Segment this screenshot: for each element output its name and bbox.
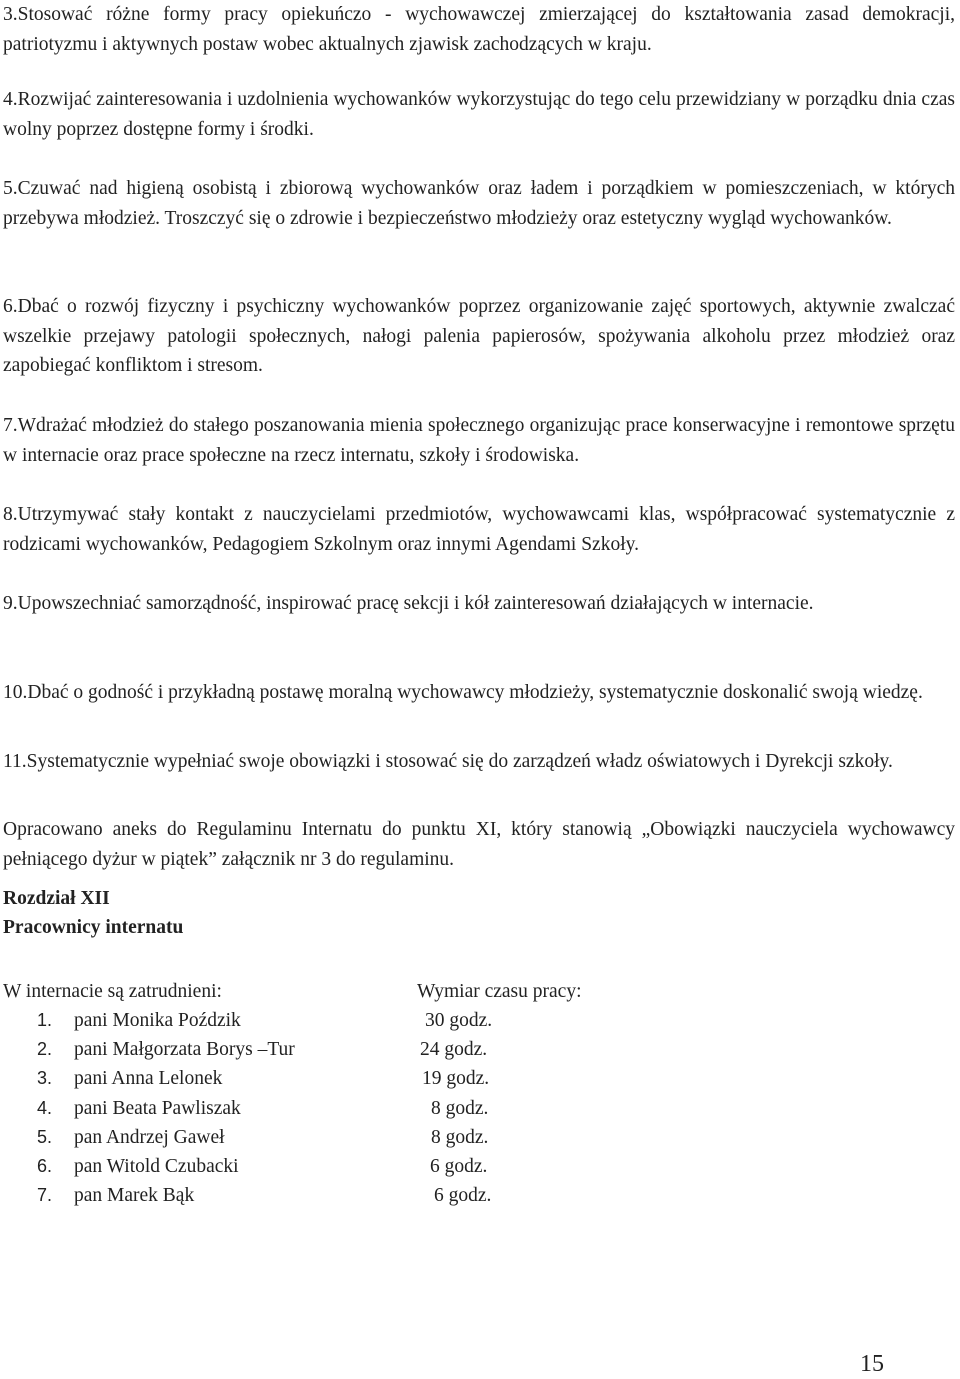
staff-row-number: 7. [37,1185,53,1206]
staff-row [0,1035,700,1064]
staff-row-hours: 6 godz. [434,1185,492,1207]
staff-row-hours: 19 godz. [422,1068,490,1090]
paragraph-annex: Opracowano aneks do Regulaminu Internatu do punktu XI, który stanowią „Obowiązki nauczyciela wychowawcy pełniącego dyżur w piątek” załącznik nr 3 do regulaminu. [3,819,955,870]
chapter-title: Rozdział XII [3,888,110,909]
staff-row-name: pani Anna Lelonek [74,1068,223,1090]
staff-row-hours: 8 godz. [431,1097,489,1119]
staff-row [0,1181,700,1210]
staff-row-name: pani Małgorzata Borys –Tur [74,1039,295,1061]
staff-row-hours: 24 godz. [420,1039,488,1061]
paragraph-8: 8.Utrzymywać stały kontakt z nauczycielami przedmiotów, wychowawcami klas, współpracować systematycznie z rodzicami wychowanków, Pedagogiem Szkolnym oraz innymi Agendami Szkoły. [3,504,955,555]
staff-row-name: pani Monika Poździk [74,1010,241,1031]
staff-row-name: pan Witold Czubacki [74,1155,239,1177]
staff-row-number: 1. [37,1010,53,1030]
paragraph-3: 3.Stosować różne formy pracy opiekuńczo - wychowawczej zmierzającej do kształtowania zasad demokracji, patriotyzmu i aktywnych postaw wobec aktualnych zjawisk zachodzących w kraju. [3,4,955,55]
staff-row [0,1006,700,1035]
paragraph-11: 11.Systematycznie wypełniać swoje obowiązki i stosować się do zarządzeń władz oświatowych i Dyrekcji szkoły. [3,751,893,772]
chapter-subtitle: Pracownicy internatu [3,917,184,938]
staff-row-number: 3. [37,1068,53,1089]
page-number: 15 [860,1351,884,1377]
paragraph-5: 5.Czuwać nad higieną osobistą i zbiorową wychowanków oraz ładem i porządkiem w pomieszczeniach, w których przebywa młodzież. Troszczyć się o zdrowie i bezpieczeństwo młodzieży oraz estetyczny wygląd wychowanków. [3,178,955,229]
paragraph-4: 4.Rozwijać zainteresowania i uzdolnienia wychowanków wykorzystując do tego celu przewidziany w porządku dnia czas wolny poprzez dostępne formy i środki. [3,89,955,140]
staff-row [0,1152,700,1181]
paragraph-10: 10.Dbać o godność i przykładną postawę moralną wychowawcy młodzieży, systematycznie doskonalić swoją wiedzę. [3,682,923,703]
paragraph-6: 6.Dbać o rozwój fizyczny i psychiczny wychowanków poprzez organizowanie zajęć sportowych, aktywnie zwalczać wszelkie przejawy patologii społecznych, nałogi palenia papierosów, spożywania alkoholu przez młodzież oraz zapobiegać konfliktom i stresom. [3,296,955,376]
staff-header-hours: Wymiar czasu pracy: [417,981,582,1002]
staff-row-number: 4. [37,1097,53,1118]
staff-header-employees: W internacie są zatrudnieni: [3,981,222,1002]
staff-row-name: pan Marek Bąk [74,1185,195,1207]
staff-row-hours: 8 godz. [431,1126,489,1148]
staff-list [0,1006,700,1210]
staff-row-number: 5. [37,1126,53,1147]
staff-row-number: 2. [37,1039,53,1060]
staff-row-hours: 6 godz. [430,1155,488,1177]
paragraph-9: 9.Upowszechniać samorządność, inspirować pracę sekcji i kół zainteresowań działających w internacie. [3,593,814,614]
staff-row [0,1123,700,1152]
staff-row-hours: 30 godz. [425,1010,493,1031]
staff-row-name: pani Beata Pawliszak [74,1097,241,1119]
staff-row [0,1064,700,1093]
staff-row [0,1094,700,1123]
paragraph-7: 7.Wdrażać młodzież do stałego poszanowania mienia społecznego organizując prace konserwacyjne i remontowe sprzętu w internacie oraz prace społeczne na rzecz internatu, szkoły i środowiska. [3,415,955,466]
staff-row-name: pan Andrzej Gaweł [74,1126,225,1148]
staff-table-header [3,977,582,1006]
staff-row-number: 6. [37,1155,53,1176]
